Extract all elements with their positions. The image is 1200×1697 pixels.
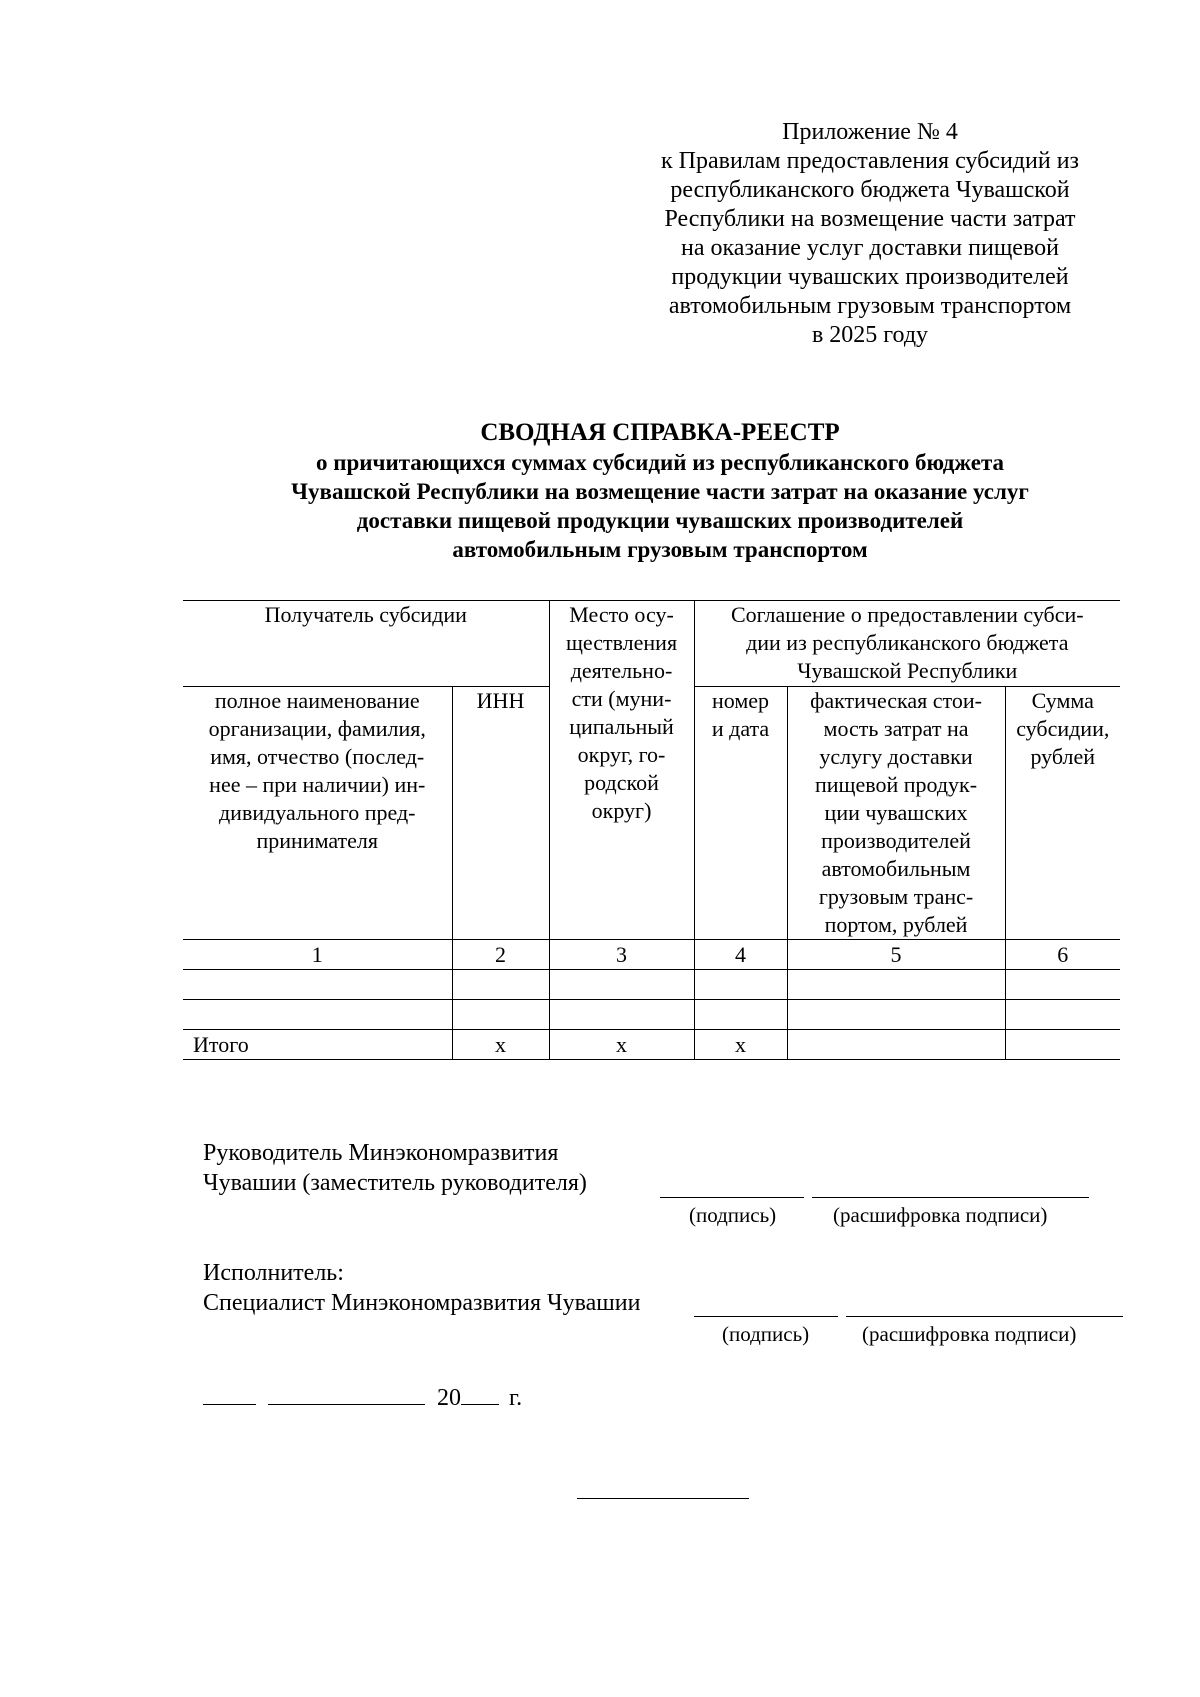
total-place: х bbox=[549, 1030, 694, 1060]
header-cost-line: фактическая стои- bbox=[810, 688, 982, 713]
appendix-line: автомобильным грузовым транспортом bbox=[668, 293, 1072, 319]
head-signature-line[interactable] bbox=[660, 1197, 804, 1198]
date-line bbox=[203, 1380, 522, 1413]
head-title-line: Руководитель Минэкономразвития bbox=[203, 1140, 559, 1166]
column-number: 1 bbox=[183, 940, 452, 970]
header-sum-line: субсидии, bbox=[1016, 716, 1110, 741]
footer-divider bbox=[577, 1498, 749, 1499]
title-subline: о причитающихся суммах субсидий из республиканского бюджета bbox=[315, 450, 1005, 475]
header-place-line: округ) bbox=[591, 798, 652, 823]
header-cost bbox=[787, 687, 1005, 940]
executor-title-line: Исполнитель: bbox=[203, 1260, 344, 1286]
header-recipient bbox=[183, 601, 549, 687]
executor-decode-caption: (расшифровка подписи) bbox=[862, 1322, 1077, 1346]
head-decode-line[interactable] bbox=[812, 1197, 1089, 1198]
total-label: Итого bbox=[183, 1030, 452, 1060]
appendix-header bbox=[640, 118, 1100, 350]
appendix-line: Приложение № 4 bbox=[782, 119, 958, 145]
table-cell bbox=[1005, 970, 1120, 1000]
header-agreement-line: дии из республиканского бюджета bbox=[746, 630, 1069, 655]
column-number: 4 bbox=[694, 940, 787, 970]
total-inn: х bbox=[452, 1030, 549, 1060]
header-inn-label: ИНН bbox=[476, 688, 525, 713]
header-agreement bbox=[694, 601, 1120, 687]
header-place-line: округ, го- bbox=[577, 742, 666, 767]
total-row bbox=[183, 1030, 1120, 1060]
header-place-line: Место осу- bbox=[569, 602, 674, 627]
column-number: 3 bbox=[549, 940, 694, 970]
executor-sign-caption: (подпись) bbox=[722, 1322, 810, 1346]
header-agreement-line: Соглашение о предоставлении субси- bbox=[730, 602, 1084, 627]
table-cell bbox=[787, 1000, 1005, 1030]
title-subline: доставки пищевой продукции чувашских производителей bbox=[356, 508, 964, 533]
head-sign-caption: (подпись) bbox=[689, 1203, 777, 1227]
header-cost-line: мость затрат на bbox=[823, 716, 969, 741]
date-day-field[interactable] bbox=[203, 1380, 256, 1405]
header-name-line: имя, отчество (послед- bbox=[210, 744, 425, 769]
table-cell bbox=[1005, 1000, 1120, 1030]
document-title bbox=[180, 418, 1140, 564]
header-place-line: ципальный bbox=[569, 714, 674, 739]
appendix-line: к Правилам предоставления субсидий из bbox=[660, 148, 1080, 174]
header-sum-line: Сумма bbox=[1031, 688, 1094, 713]
table-cell bbox=[549, 970, 694, 1000]
date-year-field[interactable] bbox=[461, 1380, 499, 1405]
header-number bbox=[694, 687, 787, 940]
header-cost-line: грузовым транс- bbox=[818, 884, 974, 909]
column-number: 2 bbox=[452, 940, 549, 970]
header-cost-line: портом, рублей bbox=[824, 912, 968, 937]
total-number: х bbox=[694, 1030, 787, 1060]
registry-table bbox=[183, 600, 1120, 1060]
header-inn bbox=[452, 687, 549, 940]
header-agreement-line: Чувашской Республики bbox=[797, 658, 1018, 683]
header-place-line: сти (муни- bbox=[571, 686, 672, 711]
appendix-line: в 2025 году bbox=[811, 322, 929, 348]
head-decode-caption: (расшифровка подписи) bbox=[833, 1203, 1048, 1227]
executor-signature-line[interactable] bbox=[694, 1316, 838, 1317]
head-title-line: Чувашии (заместитель руководителя) bbox=[203, 1170, 587, 1196]
page-title: СВОДНАЯ СПРАВКА-РЕЕСТР bbox=[480, 419, 840, 446]
date-year-prefix: 20 bbox=[437, 1385, 461, 1411]
header-cost-line: услугу доставки bbox=[819, 744, 973, 769]
table-cell bbox=[452, 1000, 549, 1030]
header-sum-line: рублей bbox=[1030, 744, 1096, 769]
header-number-line: и дата bbox=[711, 716, 770, 741]
appendix-line: продукции чувашских производителей bbox=[671, 264, 1069, 290]
header-place-line: деятельно- bbox=[570, 658, 673, 683]
appendix-line: республиканского бюджета Чувашской bbox=[670, 177, 1070, 203]
header-cost-line: ции чувашских bbox=[824, 800, 968, 825]
table-cell bbox=[787, 970, 1005, 1000]
header-name bbox=[183, 687, 452, 940]
table-row bbox=[183, 970, 1120, 1000]
table-cell bbox=[183, 1000, 452, 1030]
column-number-row bbox=[183, 940, 1120, 970]
header-name-line: нее – при наличии) ин- bbox=[209, 772, 426, 797]
header-cost-line: автомобильным bbox=[821, 856, 971, 881]
table-cell bbox=[549, 1000, 694, 1030]
column-number: 5 bbox=[787, 940, 1005, 970]
header-sum bbox=[1005, 687, 1120, 940]
table-header-row bbox=[183, 601, 1120, 687]
header-number-line: номер bbox=[711, 688, 770, 713]
header-name-line: принимателя bbox=[256, 828, 379, 853]
executor-signature-block bbox=[203, 1258, 640, 1318]
executor-title-line: Специалист Минэкономразвития Чувашии bbox=[203, 1290, 641, 1316]
header-cost-line: пищевой продук- bbox=[814, 772, 978, 797]
table-cell bbox=[183, 970, 452, 1000]
appendix-line: Республики на возмещение части затрат bbox=[664, 206, 1076, 232]
column-number: 6 bbox=[1005, 940, 1120, 970]
header-cost-line: производителей bbox=[821, 828, 971, 853]
table-cell bbox=[694, 1000, 787, 1030]
executor-decode-line[interactable] bbox=[846, 1316, 1123, 1317]
header-name-line: организации, фамилия, bbox=[208, 716, 426, 741]
table-row bbox=[183, 1000, 1120, 1030]
appendix-line: на оказание услуг доставки пищевой bbox=[681, 235, 1059, 261]
table-cell bbox=[452, 970, 549, 1000]
title-subline: Чувашской Республики на возмещение части затрат на оказание услуг bbox=[291, 479, 1029, 504]
table-cell bbox=[694, 970, 787, 1000]
date-year-suffix: г. bbox=[509, 1385, 523, 1411]
total-cost bbox=[787, 1030, 1005, 1060]
header-place-line: родской bbox=[584, 770, 659, 795]
total-sum bbox=[1005, 1030, 1120, 1060]
title-subline: автомобильным грузовым транспортом bbox=[452, 537, 868, 562]
header-name-line: дивидуального пред- bbox=[218, 800, 416, 825]
head-signature-block bbox=[203, 1138, 587, 1198]
date-month-field[interactable] bbox=[268, 1380, 425, 1405]
header-place-line: ществления bbox=[565, 630, 678, 655]
header-recipient-label: Получатель субсидии bbox=[264, 602, 467, 627]
header-name-line: полное наименование bbox=[214, 688, 420, 713]
header-place bbox=[549, 601, 694, 940]
